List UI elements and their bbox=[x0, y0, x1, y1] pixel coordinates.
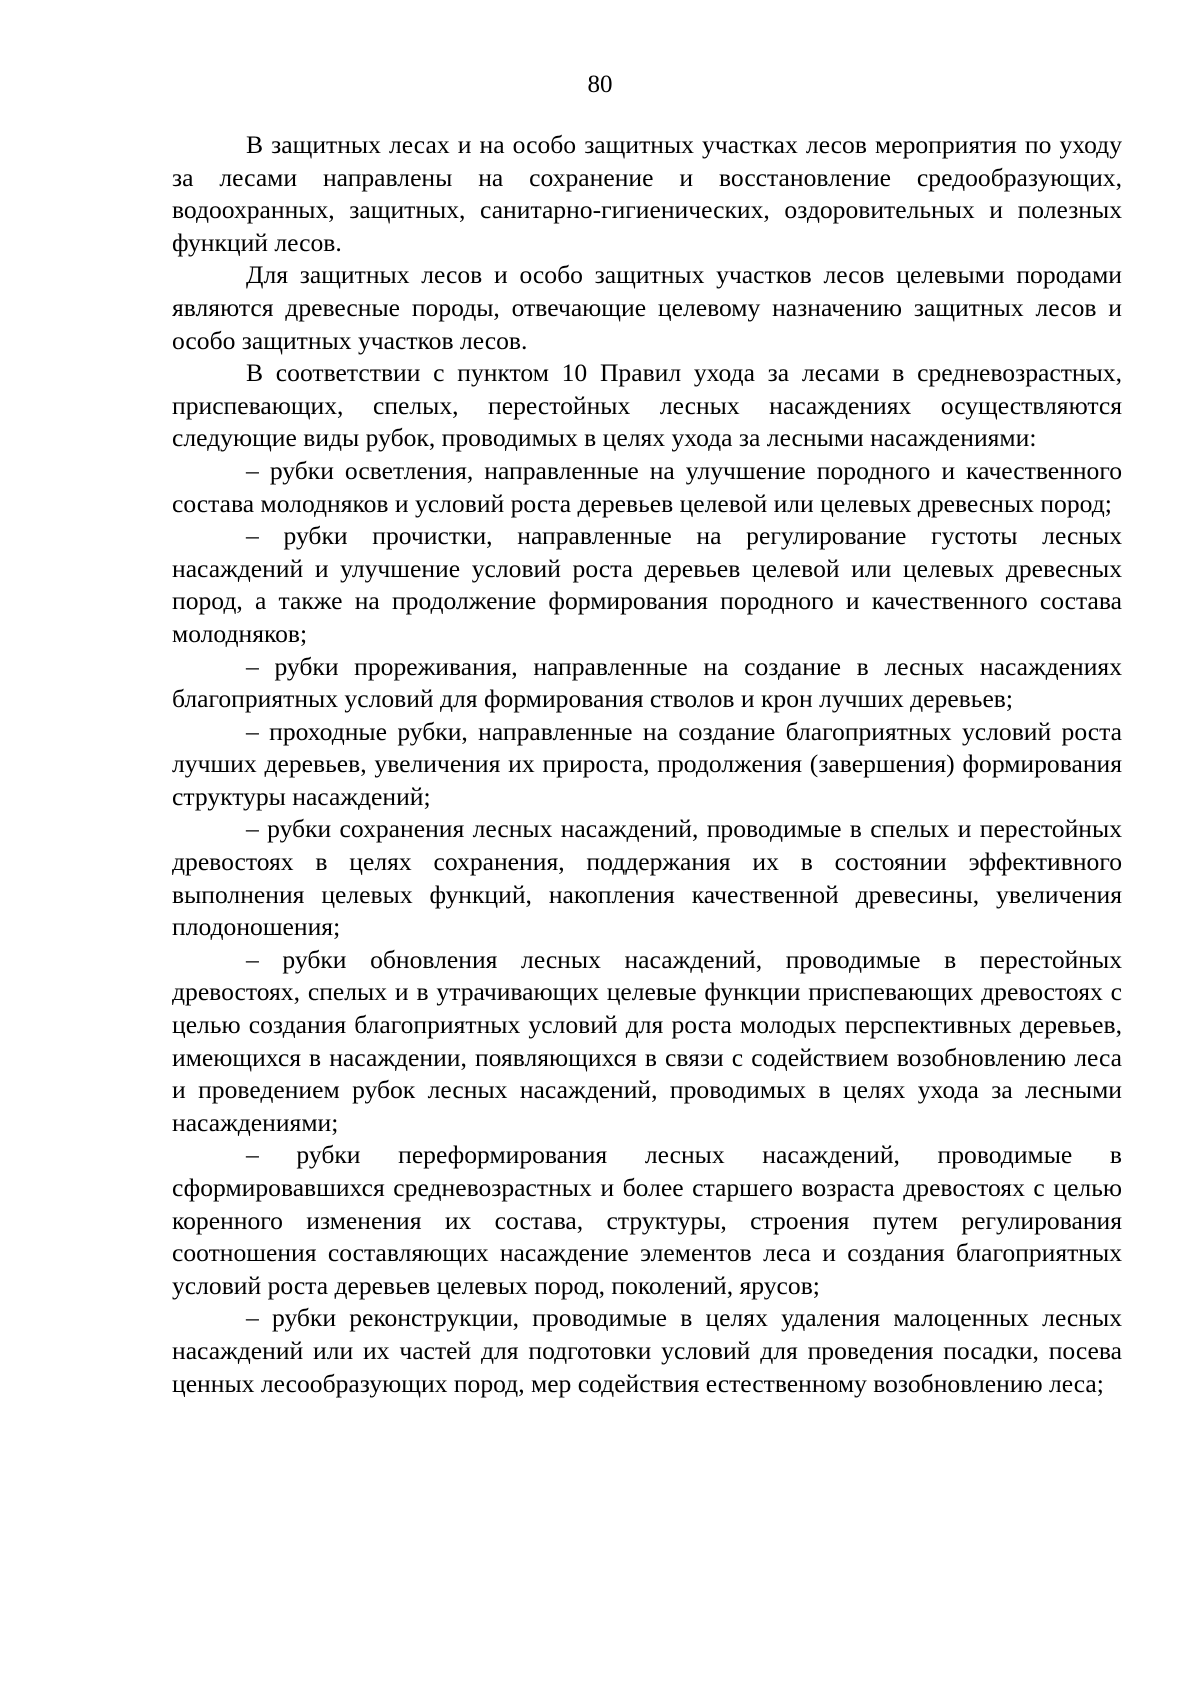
paragraph-target-species: Для защитных лесов и особо защитных участков лесов целевыми породами являются древесные породы, отвечающие целевому назначению защитных лесов и особо защитных участков лесов. bbox=[172, 260, 1122, 355]
paragraph-rules-item-10: В соответствии с пунктом 10 Правил ухода за лесами в средневозрастных, приспевающих, спелых, перестойных лесных насаждениях осуществляются следующие виды рубок, проводимых в целях ухода за лесными насаждениями: bbox=[172, 358, 1122, 453]
list-item-conservation-cuttings: – рубки сохранения лесных насаждений, проводимые в спелых и перестойных древостоях в целях сохранения, поддержания их в состоянии эффективного выполнения целевых функций, накопления качественной древесины, увеличения плодоношения; bbox=[172, 814, 1122, 942]
page-number: 80 bbox=[587, 71, 613, 98]
list-item-passage-cuttings: – проходные рубки, направленные на создание благоприятных условий роста лучших деревьев, увеличения их прироста, продолжения (завершения) формирования структуры насаждений; bbox=[172, 716, 1122, 811]
document-body bbox=[172, 129, 1122, 1400]
list-item-reconstruction-cuttings: – рубки реконструкции, проводимые в целях удаления малоценных лесных насаждений или их частей для подготовки условий для проведения посадки, посева ценных лесообразующих пород, мер содействия естественному возобновлению леса; bbox=[172, 1303, 1122, 1398]
list-item-clearing-cuttings: – рубки осветления, направленные на улучшение породного и качественного состава молодняков и условий роста деревьев целевой или целевых древесных пород; bbox=[172, 455, 1122, 518]
list-item-reformation-cuttings: – рубки переформирования лесных насаждений, проводимые в сформировавшихся средневозрастных и более старшего возраста древостоях с целью коренного изменения их состава, структуры, строения путем регулирования соотношения составляющих насаждение элементов леса и создания благоприятных условий роста деревьев целевых пород, поколений, ярусов; bbox=[172, 1140, 1122, 1300]
paragraph-protective-forests-measures: В защитных лесах и на особо защитных участках лесов мероприятия по уходу за лесами направлены на сохранение и восстановление средообразующих, водоохранных, защитных, санитарно-гигиенических, оздоровительных и полезных функций лесов. bbox=[172, 130, 1122, 257]
list-item-renewal-cuttings: – рубки обновления лесных насаждений, проводимые в перестойных древостоях, спелых и в утрачивающих целевые функции приспевающих древостоях с целью создания благоприятных условий для роста молодых перспективных деревьев, имеющихся в насаждении, появляющихся в связи с содействием возобновлению леса и проведением рубок лесных насаждений, проводимых в целях ухода за лесными насаждениями; bbox=[172, 944, 1122, 1137]
list-item-thinning-cuttings: – рубки прореживания, направленные на создание в лесных насаждениях благоприятных условий для формирования стволов и крон лучших деревьев; bbox=[172, 651, 1122, 714]
list-item-cleaning-cuttings: – рубки прочистки, направленные на регулирование густоты лесных насаждений и улучшение условий роста деревьев целевой или целевых древесных пород, а также на продолжение формирования породного и качественного состава молодняков; bbox=[172, 521, 1122, 648]
